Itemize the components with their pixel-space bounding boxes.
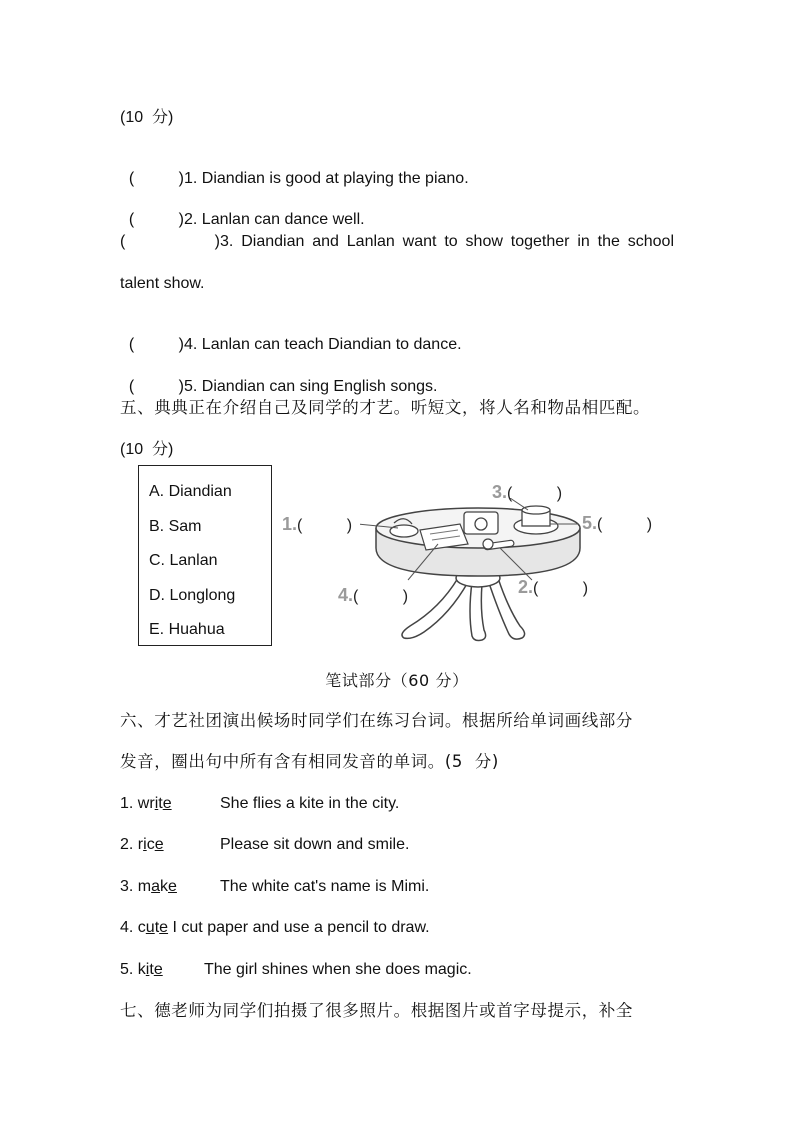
tf-text: 2. Lanlan can dance well. [184,211,365,228]
name-option: C. Lanlan [149,552,218,569]
name-option: B. Sam [149,518,202,535]
label-number: 3. [492,482,508,502]
tf-item-4 [120,315,462,355]
score-label: (10 分) [120,109,174,126]
phonics-sentence[interactable]: The white cat's name is Mimi. [220,878,430,895]
phonics-sentence[interactable]: The girl shines when she does magic. [204,961,472,978]
phonics-word: 2. rice [120,836,164,853]
phonics-item-1 [120,794,399,814]
label-number: 4. [338,585,354,605]
tf-item-3 [120,232,674,252]
tf-item-2 [120,190,365,230]
answer-blank[interactable]: ( ) [297,517,353,534]
item-label-5 [582,513,652,534]
label-number: 5. [582,513,598,533]
answer-blank[interactable]: ( ) [597,516,653,533]
tf-text: 3. Diandian and Lanlan want to show together in the school [220,233,674,250]
name-option: E. Huahua [149,621,225,638]
tf-text: 5. Diandian can sing English songs. [184,378,438,395]
section6-title: 六、才艺社团演出候场时同学们在练习台词。根据所给单词画线部分 [120,711,633,730]
phonics-item-2 [120,835,409,855]
phonics-word: 5. kite [120,961,163,978]
section7-title: 七、德老师为同学们拍摄了很多照片。根据图片或首字母提示，补全 [120,1001,633,1020]
answer-blank[interactable]: ( ) [507,485,563,502]
label-number: 1. [282,514,298,534]
phonics-word: 3. make [120,878,177,895]
phonics-sentence[interactable]: Please sit down and smile. [220,836,410,853]
answer-blank[interactable]: ( ) [128,170,184,187]
tf-item-1 [120,149,469,189]
item-label-1 [282,514,352,535]
answer-blank[interactable]: ( ) [128,378,184,395]
label-number: 2. [518,577,534,597]
names-box [138,465,272,646]
item-label-2 [518,577,588,598]
item-label-4 [338,585,408,606]
phonics-word: 4. cute [120,919,169,936]
tf-text: 1. Diandian is good at playing the piano. [184,170,469,187]
answer-blank[interactable]: ( ) [128,211,184,228]
tf-item-5 [120,357,438,397]
answer-blank[interactable]: ( ) [353,588,409,605]
phonics-item-3 [120,877,429,897]
tf-text: 4. Lanlan can teach Diandian to dance. [184,336,462,353]
phonics-item-4 [120,918,430,938]
tf-item-3-cont: talent show. [120,275,205,292]
phonics-word: 1. write [120,795,172,812]
section6-title-cont: 发音，圈出句中所有含有相同发音的单词。(5 分) [120,752,499,771]
answer-blank[interactable]: ( ) [128,336,184,353]
section5-title: 五、典典正在介绍自己及同学的才艺。听短文，将人名和物品相匹配。 [120,398,651,417]
item-label-3 [492,482,562,503]
name-option: D. Longlong [149,587,236,604]
answer-blank[interactable]: ( ) [120,233,220,250]
phonics-sentence[interactable]: She flies a kite in the city. [220,795,400,812]
section5-score: (10 分) [120,441,174,458]
phonics-item-5 [120,960,472,980]
written-part-heading: 笔试部分（60 分） [325,671,469,690]
table-illustration [360,498,600,648]
name-option: A. Diandian [149,483,232,500]
phonics-sentence[interactable]: I cut paper and use a pencil to draw. [172,919,430,936]
answer-blank[interactable]: ( ) [533,580,589,597]
